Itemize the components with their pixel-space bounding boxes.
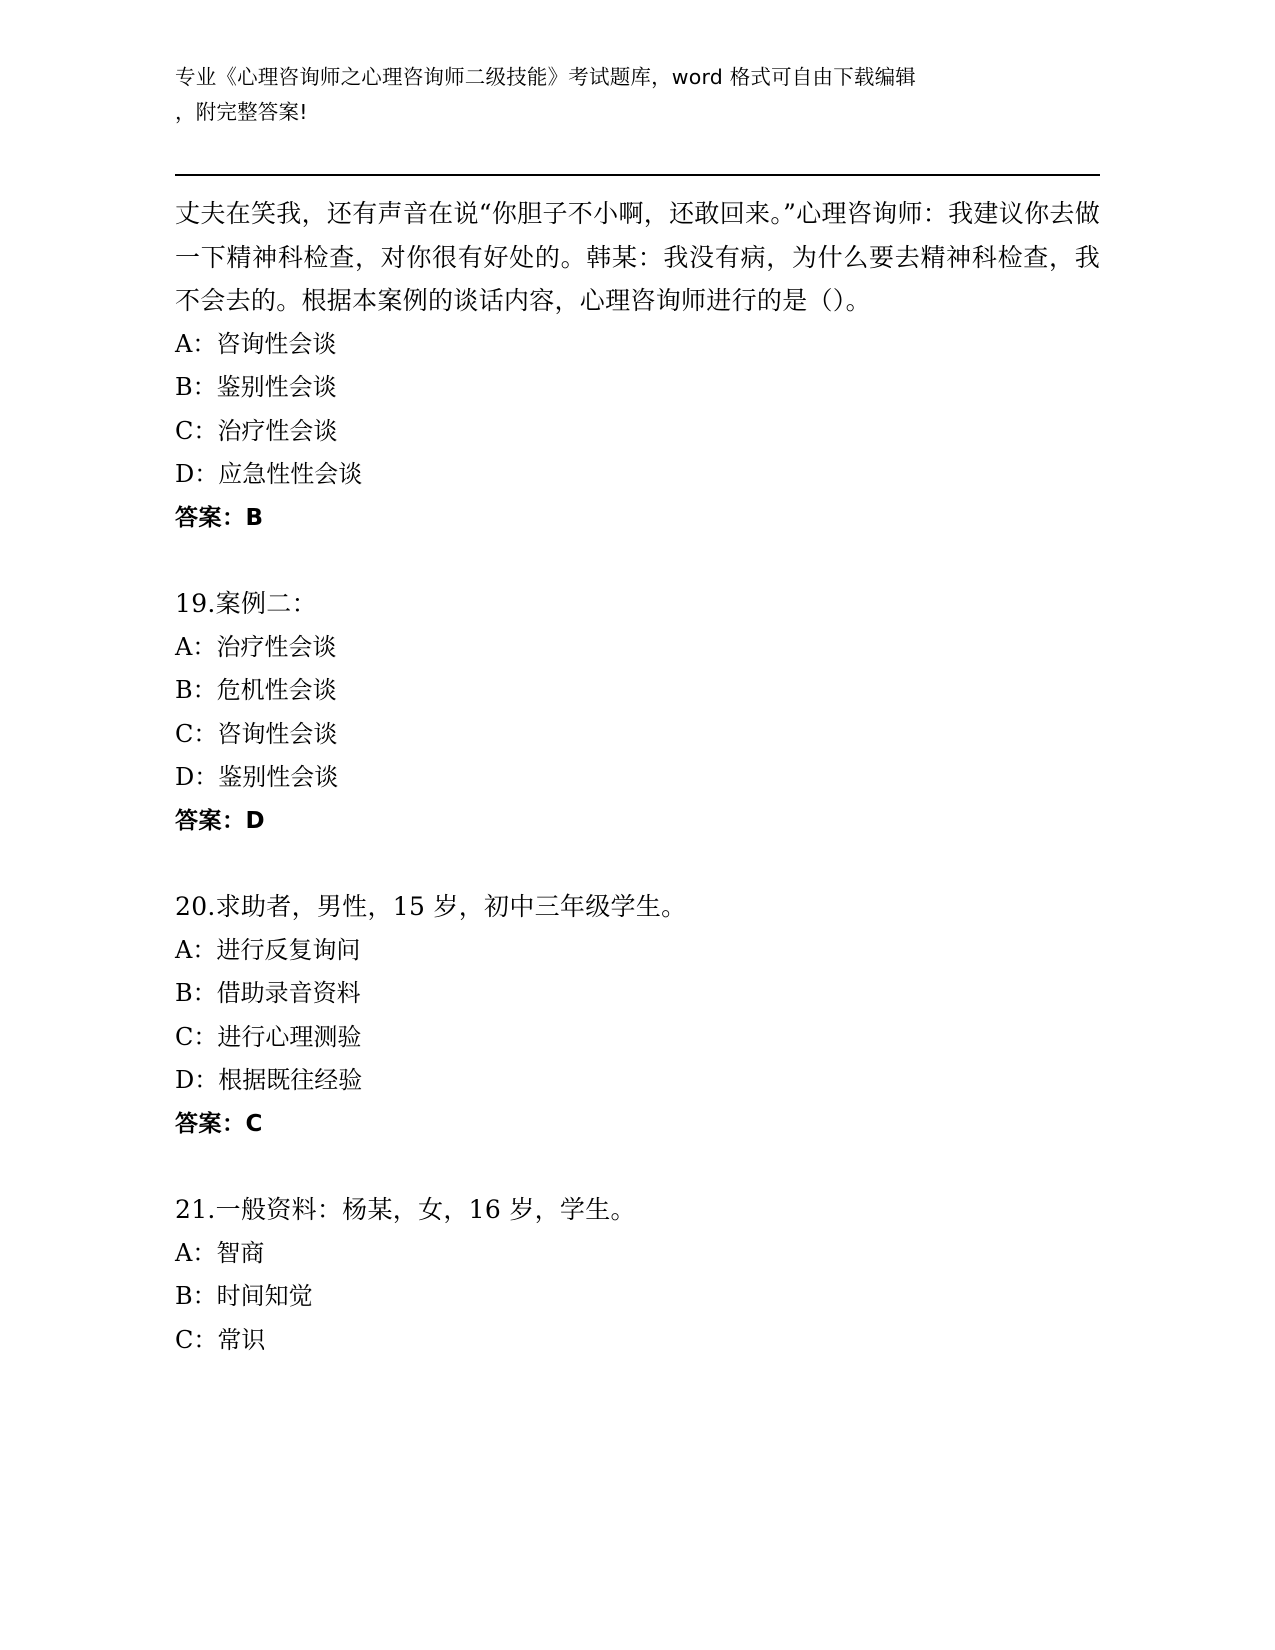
questions-list [175, 176, 1100, 1362]
question-stem [175, 582, 1100, 626]
document-header [175, 60, 1100, 130]
question-number: 19. [175, 589, 216, 618]
option-b: B：鉴别性会谈 [175, 373, 337, 401]
option-c: C：治疗性会谈 [175, 416, 338, 445]
question-stem-text: 案例二： [215, 589, 317, 618]
option-b: B：危机性会谈 [175, 676, 337, 704]
option-c: C：常识 [175, 1325, 266, 1354]
option-d: D：应急性性会谈 [175, 460, 363, 488]
option-c: C：咨询性会谈 [175, 719, 338, 748]
header-line-2: ，附完整答案! [175, 100, 308, 124]
option-b: B：借助录音资料 [175, 979, 361, 1007]
option-d: D：鉴别性会谈 [175, 763, 339, 791]
answer-line: 答案：C [175, 1110, 263, 1137]
question-number: 21. [175, 1195, 216, 1224]
option-c: C：进行心理测验 [175, 1022, 362, 1051]
question-stem [175, 1188, 1100, 1232]
option-a: A：治疗性会谈 [175, 632, 337, 661]
question-stem-text: 一般资料：杨某，女，16 岁，学生。 [215, 1195, 636, 1224]
question-block [175, 582, 1100, 843]
option-b: B：时间知觉 [175, 1282, 313, 1310]
question-stem [175, 885, 1100, 929]
question-stem-text: 求助者，男性，15 岁，初中三年级学生。 [215, 892, 687, 921]
question-block [175, 885, 1100, 1146]
question-stem: 丈夫在笑我，还有声音在说“你胆子不小啊，还敢回来。”心理咨询师：我建议你去做一下精神科检查，对你很有好处的。韩某：我没有病，为什么要去精神科检查，我不会去的。根据本案例的谈话内容，心理咨询师进行的是（）。 [175, 199, 1100, 315]
option-a: A：进行反复询问 [175, 935, 361, 964]
question-number: 20. [175, 892, 216, 921]
question-block [175, 192, 1100, 540]
answer-line: 答案：D [175, 807, 266, 834]
option-a: A：咨询性会谈 [175, 329, 337, 358]
option-a: A：智商 [175, 1238, 265, 1267]
header-line-1: 专业《心理咨询师之心理咨询师二级技能》考试题库，word 格式可自由下载编辑 [175, 65, 917, 89]
option-d: D：根据既往经验 [175, 1066, 363, 1094]
answer-line: 答案：B [175, 504, 264, 531]
question-block [175, 1188, 1100, 1362]
